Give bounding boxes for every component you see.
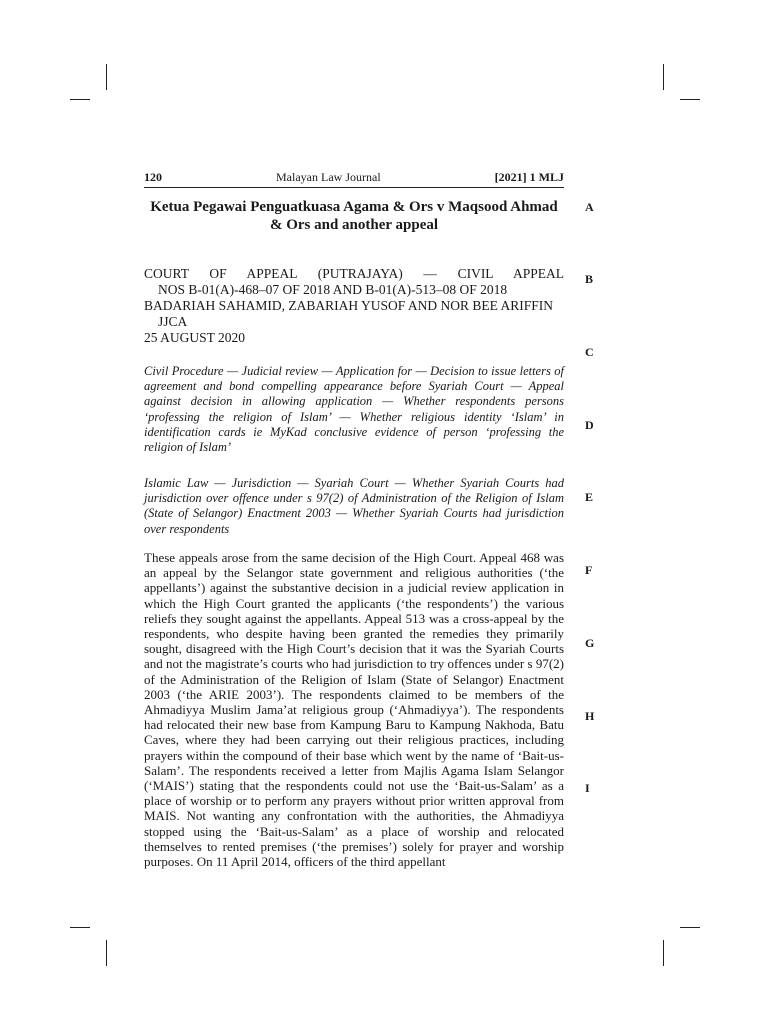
crop-mark xyxy=(106,64,107,90)
margin-letter: G xyxy=(585,636,595,650)
margin-letter: B xyxy=(585,272,594,286)
citation: [2021] 1 MLJ xyxy=(494,170,564,184)
page-number: 120 xyxy=(144,170,162,184)
header-rule xyxy=(144,187,564,188)
journal-name: Malayan Law Journal xyxy=(276,170,381,184)
headnote-body: These appeals arose from the same decision of the High Court. Appeal 468 was an appeal by the Selangor state government and religious authorities (‘the appellants’) against the substantive decision in a judicial review application in which the High Court granted the applicants (‘the respondents’) the various reliefs they sought against the appellants. Appeal 513 was a cross-appeal by the respondents, who despite having been granted the remedies they primarily sought, disagreed with the High Court’s decision that it was the Syariah Courts and not the magistrate’s courts who had jurisdiction to try offences under s 97(2) of the Administration of the Religion of Islam (State of Selangor) Enactment 2003 (‘the ARIE 2003’). The respondents claimed to be members of the Ahmadiyya Muslim Jama’at religious group (‘Ahmadiyya’). The respondents had relocated their new base from Kampung Baru to Kampung Nakhoda, Batu Caves, where they had been carrying out their religious practices, including prayers within the compound of their base which went by the name of ‘Bait-us-Salam’. The respondents received a letter from Majlis Agama Islam Selangor (‘MAIS’) stating that the respondents could not use the ‘Bait-us-Salam’ as a place of worship or to perform any prayers without prior written approval from MAIS. Not wanting any confrontation with the authorities, the Ahmadiyya stopped using the ‘Bait-us-Salam’ as a place of worship and relocated themselves to rented premises (‘the premises’) solely for prayer and worship purposes. On 11 April 2014, officers of the third appellant xyxy=(144,550,564,870)
court-block xyxy=(144,266,564,346)
margin-letter: A xyxy=(585,200,594,214)
crop-mark xyxy=(70,99,90,100)
margin-letter: C xyxy=(585,345,594,359)
margin-letter: I xyxy=(585,781,590,795)
crop-mark xyxy=(663,64,664,90)
margin-letter: H xyxy=(585,709,595,723)
court-line: COURT OF APPEAL (PUTRAJAYA) — CIVIL APPEAL xyxy=(144,266,564,281)
crop-mark xyxy=(680,99,700,100)
margin-letter: E xyxy=(585,490,594,504)
case-numbers: NOS B-01(A)-468–07 OF 2018 AND B-01(A)-513–08 OF 2018 xyxy=(158,282,508,297)
crop-mark xyxy=(106,940,107,966)
judges-title: JJCA xyxy=(158,314,188,329)
crop-mark xyxy=(70,927,90,928)
decision-date: 25 AUGUST 2020 xyxy=(144,330,246,345)
crop-mark xyxy=(663,940,664,966)
case-title: Ketua Pegawai Penguatkuasa Agama & Ors v Maqsood Ahmad & Ors and another appeal xyxy=(150,199,558,233)
catchwords-islamic-law: Islamic Law — Jurisdiction — Syariah Court — Whether Syariah Courts had jurisdiction over offence under s 97(2) of Administration of the Religion of Islam (State of Selangor) Enactment 2003 — Whether Syariah Courts had jurisdiction over respondents xyxy=(144,476,564,536)
margin-letter: F xyxy=(585,563,593,577)
catchwords-civil-procedure: Civil Procedure — Judicial review — Application for — Decision to issue letters of agreement and bond compelling appearance before Syariah Court — Appeal against decision in allowing application — Whether respondents persons ‘professing the religion of Islam’ — Whether religious identity ‘Islam’ in identification cards ie MyKad conclusive evidence of person ‘professing the religion of Islam’ xyxy=(144,364,564,455)
running-header xyxy=(144,170,564,185)
crop-mark xyxy=(680,927,700,928)
margin-letter: D xyxy=(585,418,594,432)
judges: BADARIAH SAHAMID, ZABARIAH YUSOF AND NOR BEE ARIFFIN xyxy=(144,298,554,313)
